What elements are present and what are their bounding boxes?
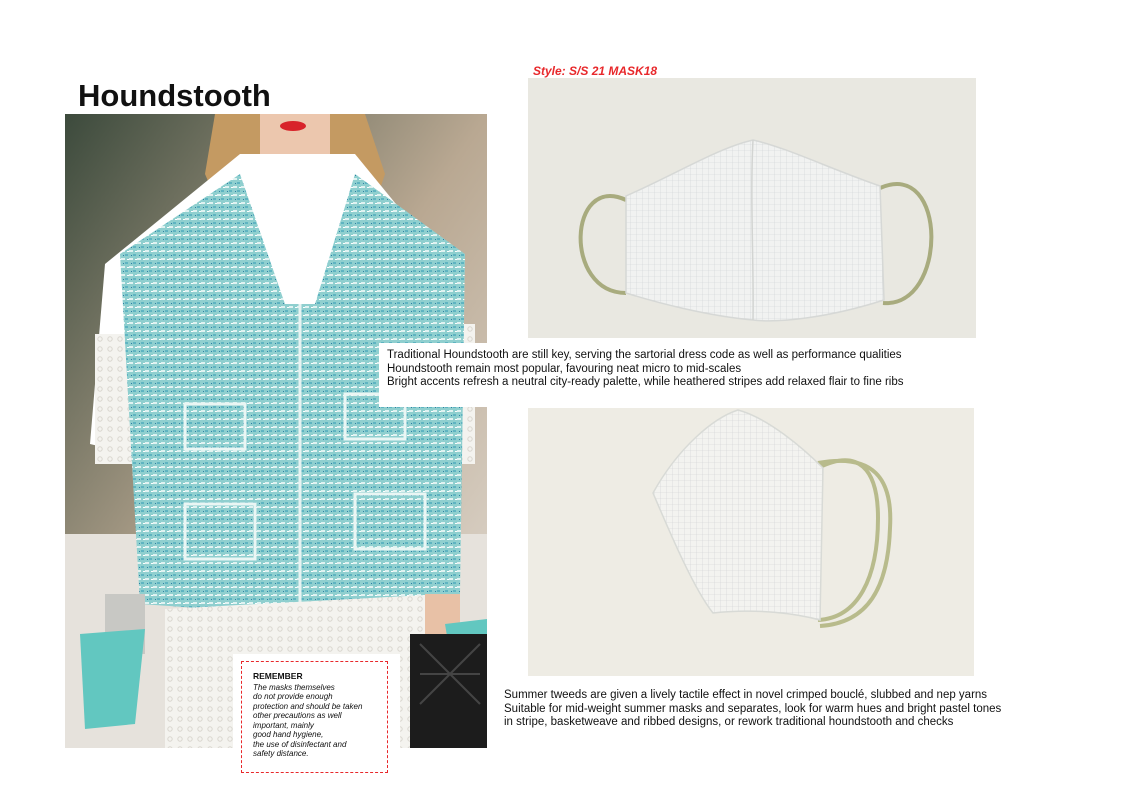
description-line: Houndstooth remain most popular, favouring neat micro to mid-scales [387, 362, 742, 375]
remember-line: the use of disinfectant and [253, 739, 347, 749]
remember-line: important, mainly [253, 720, 314, 730]
runway-illustration [65, 114, 487, 748]
houndstooth-description [379, 343, 991, 407]
style-code-label: Style: S/S 21 MASK18 [533, 64, 658, 78]
page-title: Houndstooth [78, 78, 271, 113]
summer-tweeds-description [504, 689, 1104, 730]
runway-photo [65, 114, 487, 748]
description-line: Traditional Houndstooth are still key, serving the sartorial dress code as well as performance qualities [387, 349, 902, 361]
mask-side-illustration [528, 408, 974, 676]
remember-line: other precautions as well [253, 711, 342, 720]
mask-photo-front [528, 78, 976, 338]
remember-line: do not provide enough [253, 692, 333, 701]
summer-line: Summer tweeds are given a lively tactile effect in novel crimped bouclé, slubbed and nep yarns [504, 689, 988, 701]
description-line: Bright accents refresh a neutral city-ready palette, while heathered stripes add relaxed flair to fine ribs [387, 376, 904, 388]
remember-note [241, 661, 388, 773]
remember-line: protection and should be taken [253, 701, 363, 711]
summer-line: Suitable for mid-weight summer masks and separates, look for warm hues and bright pastel tones [504, 702, 1002, 715]
remember-title: REMEMBER [253, 671, 303, 681]
remember-line: safety distance. [253, 749, 309, 758]
summer-line: in stripe, basketweave and ribbed designs, or rework traditional houndstooth and checks [504, 716, 954, 728]
remember-body [253, 683, 381, 759]
remember-line: The masks themselves [253, 682, 335, 692]
mask-front-illustration [528, 78, 976, 338]
remember-line: good hand hygiene, [253, 730, 324, 739]
mask-photo-side [528, 408, 974, 676]
